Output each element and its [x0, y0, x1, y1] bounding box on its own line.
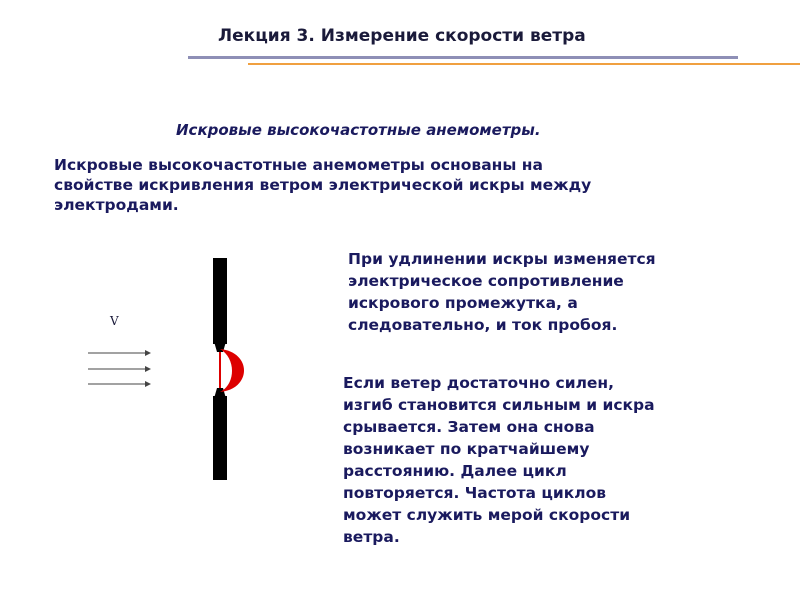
intro-line: свойстве искривления ветром электрической искры между	[54, 176, 592, 194]
intro-line: Искровые высокочастотные анемометры основаны на	[54, 156, 543, 174]
paragraph-cycle	[343, 372, 763, 548]
paragraph-line: возникает по кратчайшему	[343, 440, 590, 458]
slide-title: Лекция 3. Измерение скорости ветра	[218, 26, 586, 46]
lower-electrode	[213, 396, 227, 480]
section-heading: Искровые высокочастотные анемометры.	[176, 121, 541, 139]
velocity-label: V	[110, 314, 119, 328]
intro-paragraph	[54, 155, 704, 215]
curved-spark	[220, 349, 244, 392]
upper-electrode	[213, 258, 227, 344]
paragraph-resistance	[348, 248, 768, 336]
paragraph-line: расстоянию. Далее цикл	[343, 462, 567, 480]
paragraph-line: следовательно, и ток пробоя.	[348, 316, 618, 334]
paragraph-line: электрическое сопротивление	[348, 272, 624, 290]
title-underline-top	[188, 56, 738, 59]
intro-line: электродами.	[54, 196, 179, 214]
lower-electrode-tip	[213, 388, 227, 402]
paragraph-line: изгиб становится сильным и искра	[343, 396, 655, 414]
paragraph-line: повторяется. Частота циклов	[343, 484, 607, 502]
paragraph-line: может служить мерой скорости	[343, 506, 631, 524]
title-underline-bottom	[248, 63, 800, 65]
paragraph-line: искрового промежутка, а	[348, 294, 578, 312]
paragraph-line: Если ветер достаточно силен,	[343, 374, 615, 392]
paragraph-line: При удлинении искры изменяется	[348, 250, 656, 268]
paragraph-line: ветра.	[343, 528, 400, 546]
paragraph-line: срывается. Затем она снова	[343, 418, 595, 436]
upper-electrode-tip	[213, 338, 227, 352]
